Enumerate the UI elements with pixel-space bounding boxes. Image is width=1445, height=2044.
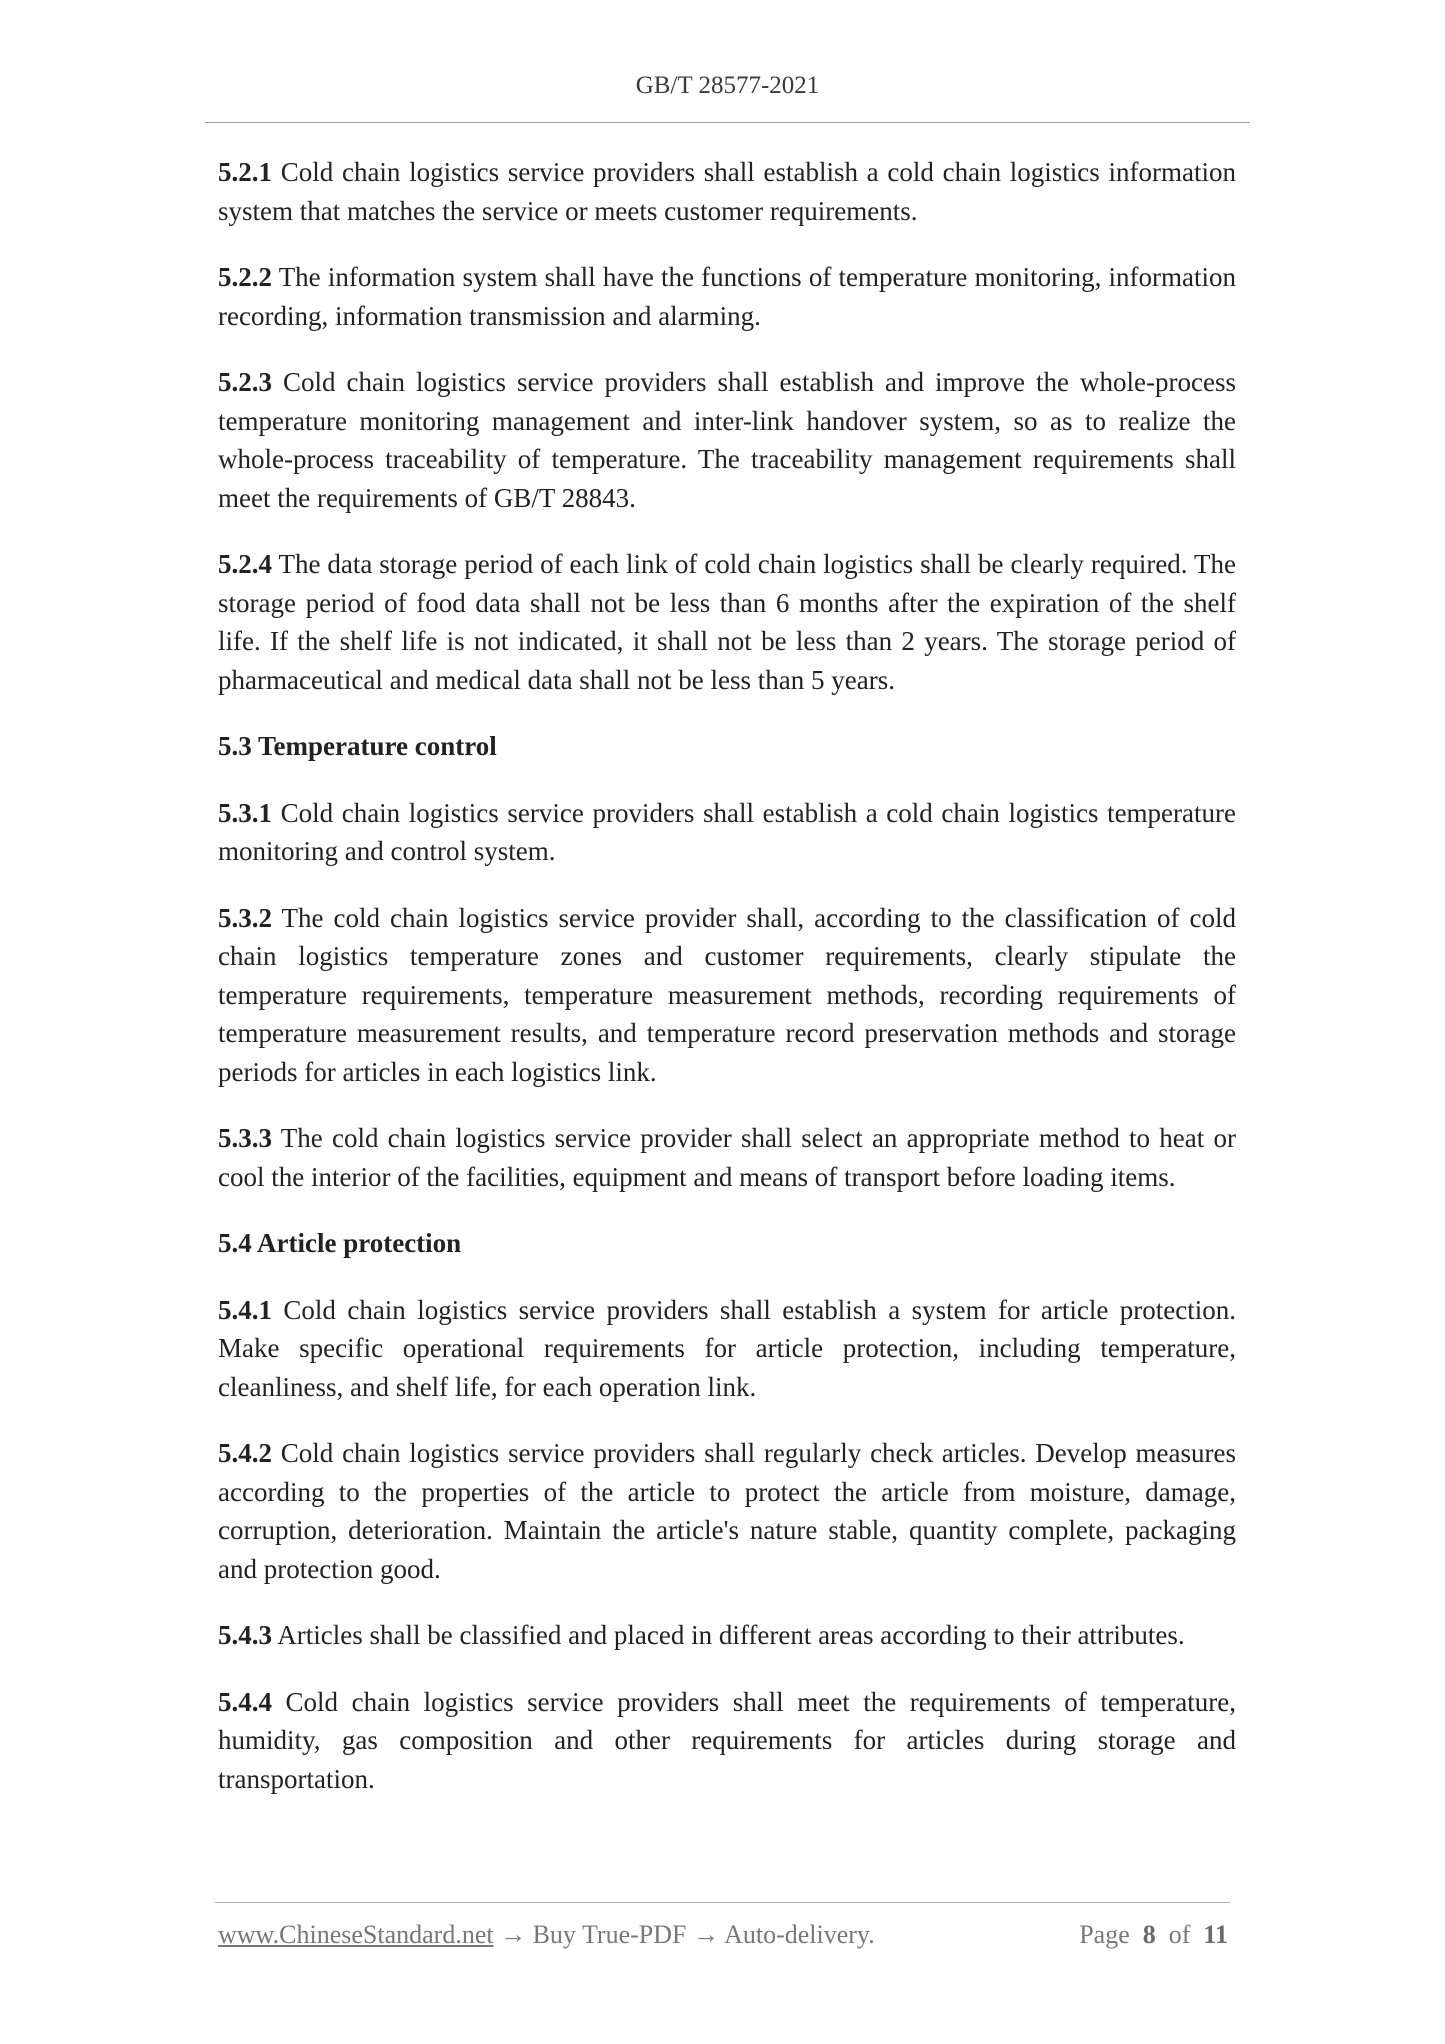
clause-number: 5.4.3 xyxy=(218,1620,272,1650)
page-label: Page xyxy=(1079,1920,1130,1949)
website-link[interactable]: www.ChineseStandard.net xyxy=(218,1920,494,1949)
clause-text: Cold chain logistics service providers shall establish and improve the whole-process temperature monitoring management and inter-link handover system, so as to realize the whole-process traceability of temperature. The traceability management requirements shall meet the requirements of GB/T 28843. xyxy=(218,367,1236,513)
page-current: 8 xyxy=(1142,1920,1156,1949)
footer-divider xyxy=(215,1902,1230,1903)
arrow-right-icon: → xyxy=(686,1920,725,1949)
clause-5-3-1 xyxy=(218,794,1236,871)
page-indicator xyxy=(1079,1920,1228,1950)
clause-5-2-2 xyxy=(218,258,1236,335)
arrow-right-icon: → xyxy=(493,1920,533,1949)
clause-number: 5.3.1 xyxy=(218,797,272,828)
clause-text: The data storage period of each link of cold chain logistics shall be clearly required. The storage period of food data shall not be less than 6 months after the expiration of the shelf life. If the shelf life is not indicated, it shall not be less than 2 years. The storage period of pharmaceutical and medical data shall not be less than 5 years. xyxy=(218,549,1236,695)
clause-text: Articles shall be classified and placed in different areas according to their attributes. xyxy=(272,1620,1185,1650)
clause-5-2-3 xyxy=(218,363,1236,517)
page-footer xyxy=(218,1920,1228,1950)
clause-number: 5.4.1 xyxy=(218,1294,272,1325)
clause-text: Cold chain logistics service providers shall meet the requirements of temperature, humidity, gas composition and other requirements for articles during storage and transportation. xyxy=(218,1686,1236,1794)
footer-promo xyxy=(218,1920,875,1950)
clause-5-4-3 xyxy=(218,1616,1236,1655)
clause-number: 5.2.1 xyxy=(218,157,272,187)
clause-number: 5.4.2 xyxy=(218,1438,272,1468)
clause-text: The information system shall have the functions of temperature monitoring, information recording, information transmission and alarming. xyxy=(218,262,1236,331)
clause-number: 5.3.3 xyxy=(218,1123,272,1153)
clause-text: Cold chain logistics service providers shall regularly check articles. Develop measures according to the properties of the article to protect the article from moisture, damage, corruption, deterioration. Maintain the article's nature stable, quantity complete, packaging and protection good. xyxy=(218,1438,1236,1584)
clause-5-4-4 xyxy=(218,1683,1236,1799)
section-heading-article-protection: 5.4 Article protection xyxy=(218,1228,462,1258)
page-of-label: of xyxy=(1168,1920,1191,1949)
clause-text: The cold chain logistics service provider shall, according to the classification of cold chain logistics temperature zones and customer requirements, clearly stipulate the temperature requirements, temperature measurement methods, recording requirements of temperature measurement results, and temperature record preservation methods and storage periods for articles in each logistics link. xyxy=(218,902,1236,1087)
page-total: 11 xyxy=(1203,1920,1228,1949)
header-divider xyxy=(205,122,1250,123)
clause-5-3-3 xyxy=(218,1119,1236,1196)
clause-5-4-1 xyxy=(218,1291,1236,1407)
clause-5-2-4 xyxy=(218,545,1236,699)
buy-pdf-text: Buy True-PDF xyxy=(532,1920,687,1949)
document-header-title: GB/T 28577-2021 xyxy=(635,72,820,99)
clause-5-3-2 xyxy=(218,899,1236,1092)
clause-number: 5.2.2 xyxy=(218,262,272,292)
clause-text: Cold chain logistics service providers shall establish a cold chain logistics temperature monitoring and control system. xyxy=(218,797,1236,866)
clause-5-2-1 xyxy=(218,153,1236,230)
clause-number: 5.3.2 xyxy=(218,902,272,933)
document-body xyxy=(218,153,1236,1826)
clause-5-4-2 xyxy=(218,1434,1236,1588)
auto-delivery-text: Auto-delivery. xyxy=(724,1920,875,1949)
clause-text: Cold chain logistics service providers shall establish a cold chain logistics information system that matches the service or meets customer requirements. xyxy=(218,157,1236,226)
clause-text: Cold chain logistics service providers shall establish a system for article protection. Make specific operational requirements for article protection, including temperature, cleanliness, and shelf life, for each operation link. xyxy=(218,1294,1236,1402)
clause-text: The cold chain logistics service provider shall select an appropriate method to heat or cool the interior of the facilities, equipment and means of transport before loading items. xyxy=(218,1123,1236,1192)
clause-number: 5.2.4 xyxy=(218,549,272,579)
clause-number: 5.2.3 xyxy=(218,367,272,397)
section-heading-temperature-control: 5.3 Temperature control xyxy=(218,731,497,761)
clause-number: 5.4.4 xyxy=(218,1686,272,1717)
